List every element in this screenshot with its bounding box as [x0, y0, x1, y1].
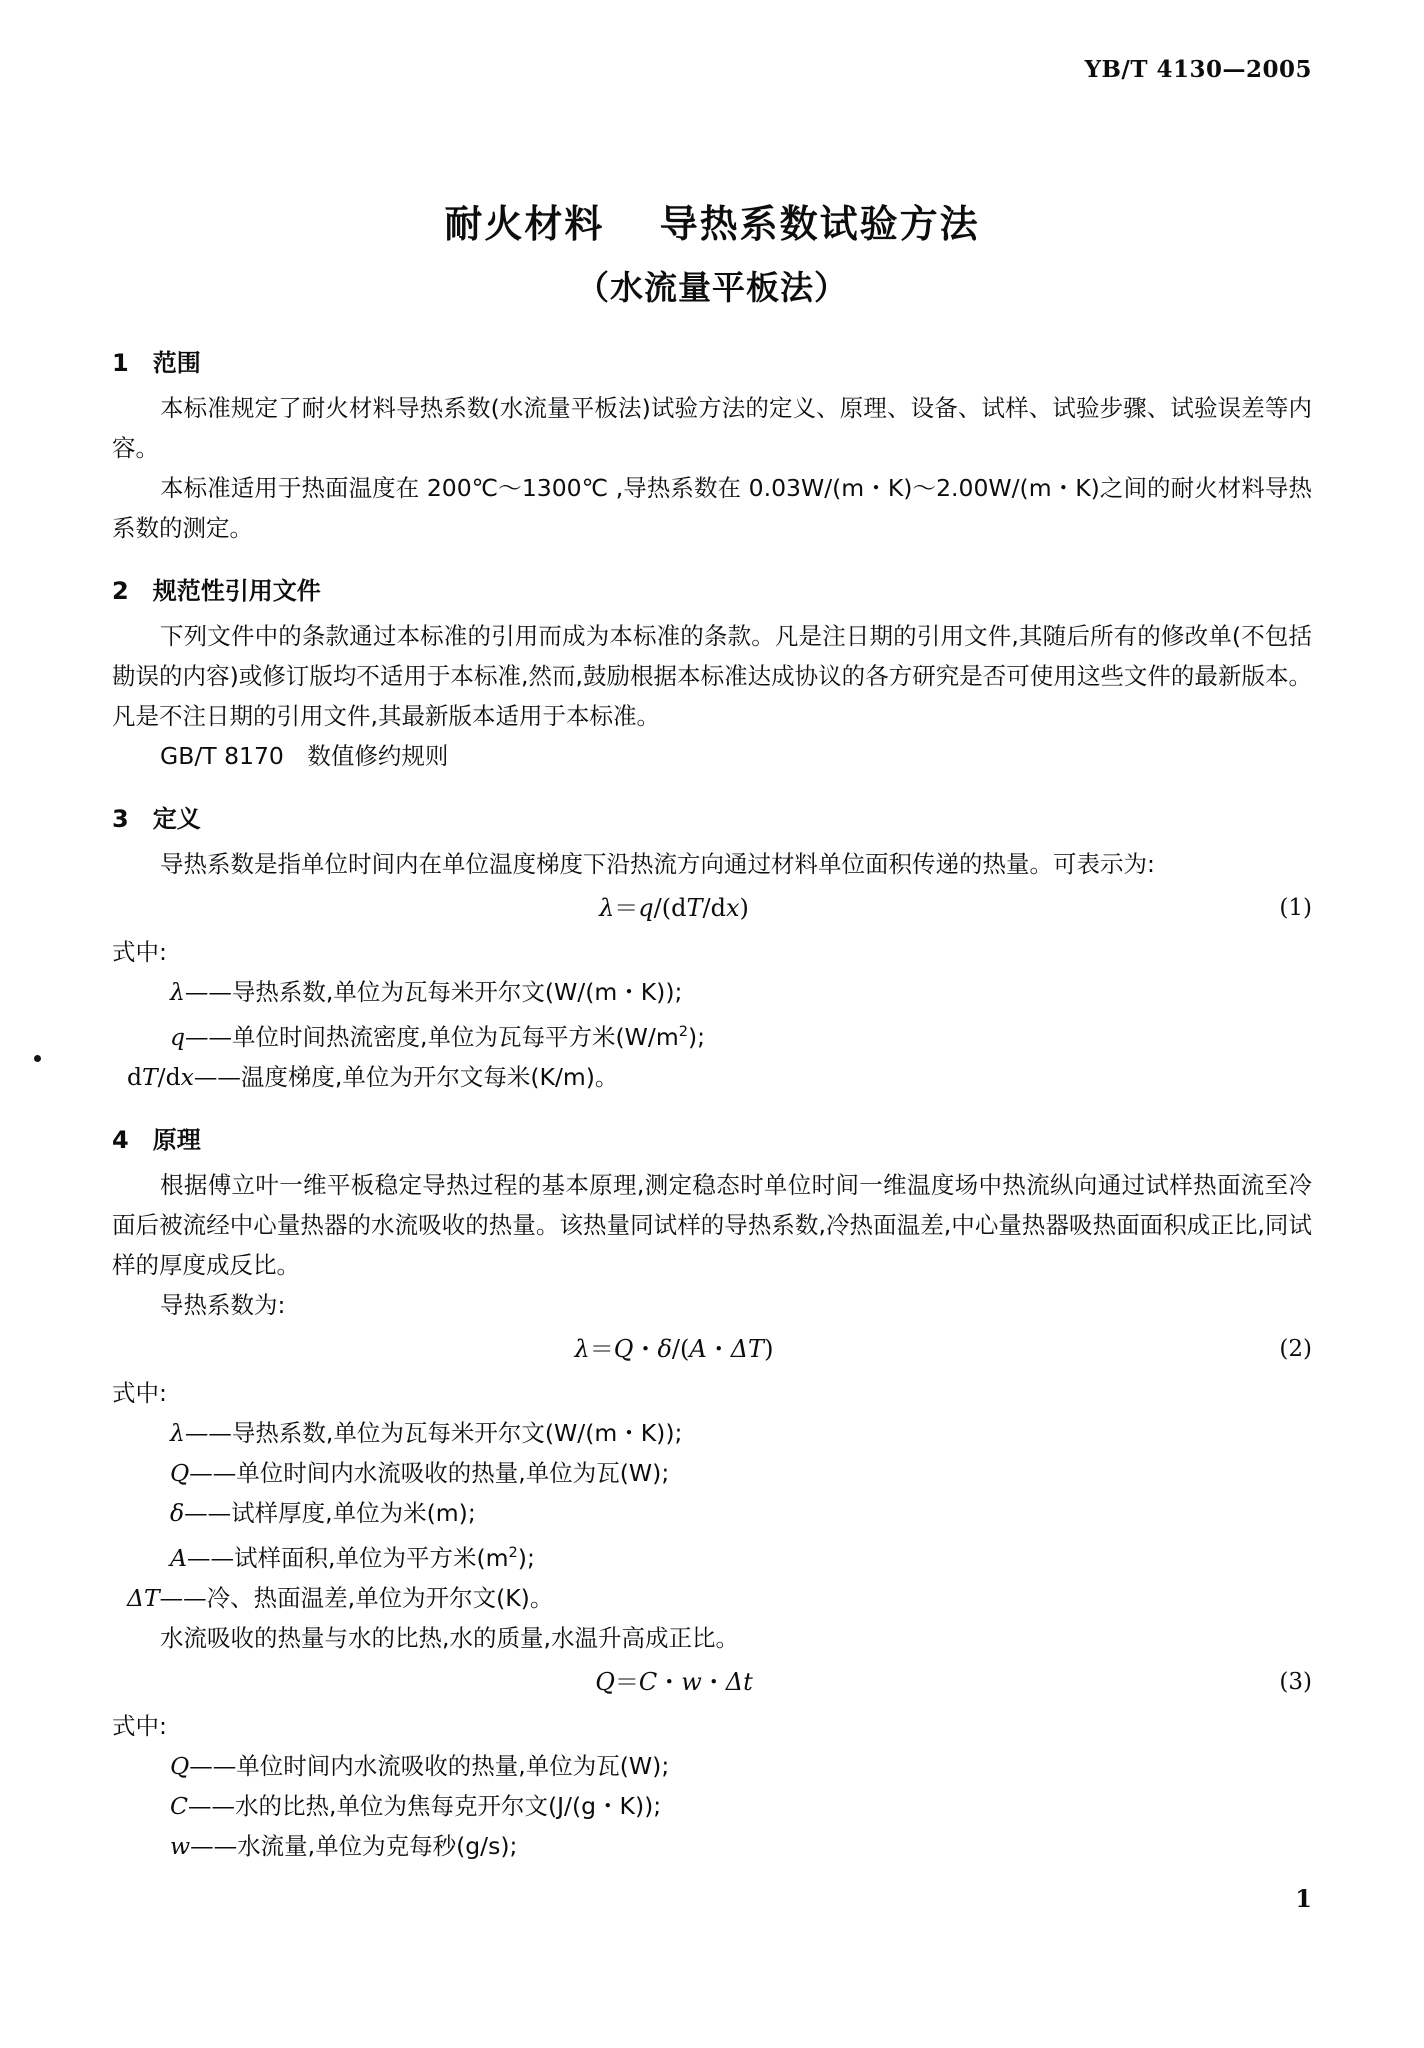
- section-4-definition-deltaT: ΔT——冷、热面温差,单位为开尔文(K)。: [126, 1583, 554, 1612]
- section-4-definition-A-text: 试样面积,单位为平方米$(m^2)$;: [233, 1543, 535, 1572]
- section-4-definition-lambda-text: 导热系数,单位为瓦每米开尔文(W/(m・K));: [231, 1418, 683, 1447]
- section-4b-definition-Q: Q——单位时间内水流吸收的热量,单位为瓦(W);: [170, 1751, 670, 1780]
- formula-1-number: (1): [1279, 895, 1312, 921]
- running-header-standard-number: YB/T 4130—2005: [1084, 56, 1312, 83]
- section-4-where-label: 式中:: [112, 1378, 167, 1407]
- formula-3-expression: Q＝C・w・Δt: [595, 1667, 753, 1696]
- section-4-definition-Q-text: 单位时间内水流吸收的热量,单位为瓦(W);: [236, 1458, 670, 1487]
- section-3-definition-lambda: λ——导热系数,单位为瓦每米开尔文(W/(m・K));: [170, 978, 683, 1006]
- section-4b-definition-C-text: 水的比热,单位为焦每克开尔文(J/(g・K));: [234, 1791, 662, 1820]
- formula-2-row: [112, 1327, 1312, 1371]
- section-3-definition-lambda-text: 导热系数,单位为瓦每米开尔文(W/(m・K));: [231, 978, 683, 1006]
- page-content: [112, 0, 1312, 2048]
- section-4-paragraph-1: 根据傅立叶一维平板稳定导热过程的基本原理,测定稳态时单位时间一维温度场中热流纵向通过试样热面流至冷面后被流经中心量热器的水流吸收的热量。该热量同试样的导热系数,冷热面温差,中心量热器吸热面面积成正比,同试样的厚度成反比。: [112, 1170, 1312, 1279]
- formula-1-row: [112, 886, 1312, 930]
- section-heading-2: 2 规范性引用文件: [112, 577, 321, 605]
- section-4-definition-A: A——试样面积,单位为平方米$(m^2)$;: [170, 1543, 535, 1572]
- document-body: [112, 348, 1312, 1866]
- section-4-definition-delta: δ——试样厚度,单位为米(m);: [170, 1498, 476, 1527]
- section-4-paragraph-3: 水流吸收的热量与水的比热,水的质量,水温升高成正比。: [160, 1623, 739, 1652]
- section-3-paragraph-1: 导热系数是指单位时间内在单位温度梯度下沿热流方向通过材料单位面积传递的热量。可表示为:: [160, 850, 1155, 878]
- section-4b-definition-C: C——水的比热,单位为焦每克开尔文(J/(g・K));: [170, 1791, 662, 1820]
- formula-1-expression: λ＝q/(dT/dx): [599, 894, 749, 922]
- section-4b-definition-Q-text: 单位时间内水流吸收的热量,单位为瓦(W);: [236, 1751, 670, 1780]
- section-heading-1: 1 范围: [112, 349, 201, 377]
- section-1-paragraph-1: 本标准规定了耐火材料导热系数(水流量平板法)试验方法的定义、原理、设备、试样、试验步骤、试验误差等内容。: [112, 394, 1312, 462]
- section-1-paragraph-2: 本标准适用于热面温度在 200℃～1300℃ ,导热系数在 0.03W/(m・K)～2.00W/(m・K)之间的耐火材料导热系数的测定。: [112, 474, 1312, 542]
- section-3-definition-dtdx-text: 温度梯度,单位为开尔文每米(K/m)。: [240, 1062, 619, 1091]
- section-4b-definition-w: w——水流量,单位为克每秒(g/s);: [170, 1831, 518, 1860]
- section-3-definition-q-text: 单位时间热流密度,单位为瓦每平方米$(W/m^2)$;: [232, 1022, 706, 1051]
- formula-3-row: [112, 1660, 1312, 1704]
- section-2-paragraph-1: 下列文件中的条款通过本标准的引用而成为本标准的条款。凡是注日期的引用文件,其随后所有的修改单(不包括勘误的内容)或修订版均不适用于本标准,然而,鼓励根据本标准达成协议的各方研究是否可使用这些文件的最新版本。凡是不注日期的引用文件,其最新版本适用于本标准。: [112, 622, 1312, 730]
- section-4-definition-lambda: λ——导热系数,单位为瓦每米开尔文(W/(m・K));: [170, 1418, 683, 1447]
- formula-2-expression: λ＝Q・δ/(A・ΔT): [574, 1334, 774, 1363]
- section-4b-definition-w-text: 水流量,单位为克每秒(g/s);: [237, 1831, 518, 1860]
- section-4-paragraph-2: 导热系数为:: [160, 1290, 286, 1319]
- section-4-definition-deltaT-text: 冷、热面温差,单位为开尔文(K)。: [206, 1583, 554, 1612]
- scan-artifact-speck: [34, 1055, 41, 1062]
- section-4-where-label-3: 式中:: [112, 1711, 167, 1740]
- page-subtitle: （水流量平板法）: [576, 268, 848, 307]
- section-3-definition-dtdx: dT/dx——温度梯度,单位为开尔文每米(K/m)。: [112, 1062, 619, 1091]
- section-2-normative-reference: GB/T 8170 数值修约规则: [160, 742, 449, 770]
- formula-3-number: (3): [1279, 1668, 1312, 1695]
- section-heading-3: 3 定义: [112, 805, 201, 833]
- page-number: 1: [1295, 1884, 1312, 1913]
- section-3-definition-q: q——单位时间热流密度,单位为瓦每平方米$(W/m^2)$;: [170, 1022, 706, 1051]
- formula-2-number: (2): [1279, 1335, 1312, 1362]
- section-4-definition-delta-text: 试样厚度,单位为米(m);: [231, 1498, 476, 1527]
- section-heading-4: 4 原理: [112, 1125, 201, 1154]
- page-title: 耐火材料 导热系数试验方法: [444, 202, 980, 246]
- section-4-definition-Q: Q——单位时间内水流吸收的热量,单位为瓦(W);: [170, 1458, 670, 1487]
- section-3-where-label: 式中:: [112, 938, 167, 966]
